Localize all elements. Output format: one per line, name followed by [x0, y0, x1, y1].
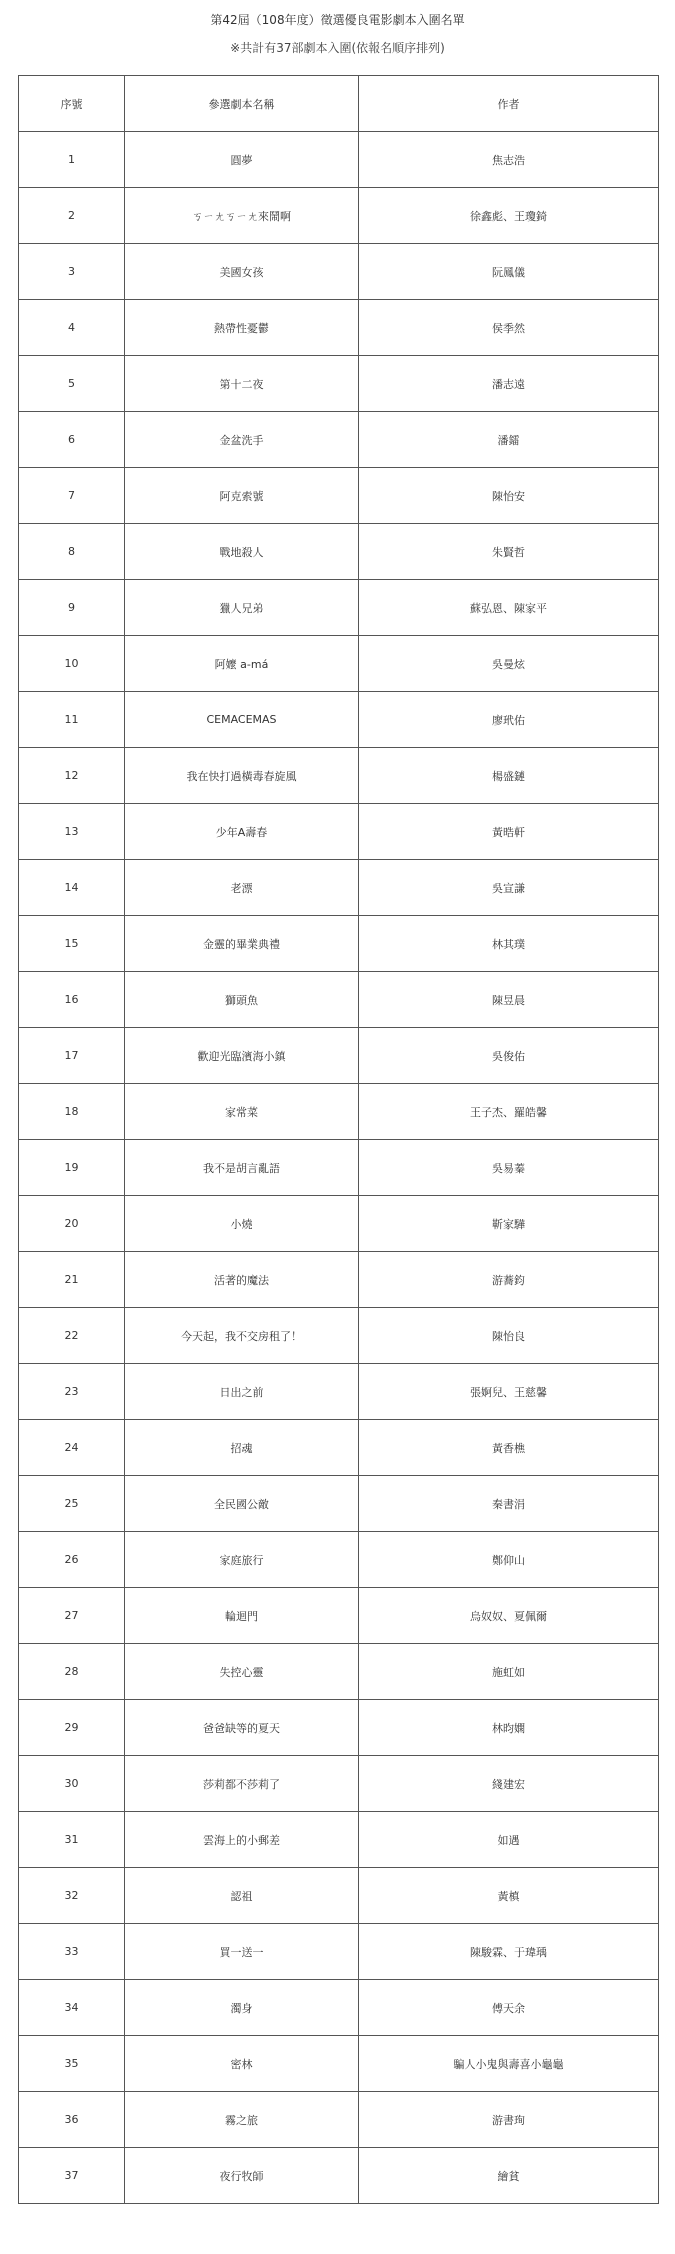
table-header-row [19, 76, 659, 132]
cell-number: 34 [19, 1980, 125, 2036]
nominees-table [18, 75, 659, 2204]
cell-author: 如遇 [359, 1812, 659, 1868]
cell-author: 蘇弘恩、陳家平 [359, 580, 659, 636]
cell-author: 游書珣 [359, 2092, 659, 2148]
cell-number: 11 [19, 692, 125, 748]
cell-number: 29 [19, 1700, 125, 1756]
table-row [19, 2148, 659, 2204]
cell-script-name: 少年A壽春 [125, 804, 359, 860]
cell-author: 楊盛鏈 [359, 748, 659, 804]
table-row [19, 188, 659, 244]
cell-number: 15 [19, 916, 125, 972]
table-row [19, 356, 659, 412]
cell-number: 16 [19, 972, 125, 1028]
cell-number: 30 [19, 1756, 125, 1812]
table-row [19, 804, 659, 860]
cell-author: 徐鑫彪、王瓊錡 [359, 188, 659, 244]
cell-number: 23 [19, 1364, 125, 1420]
header-number: 序號 [19, 76, 125, 132]
cell-script-name: 老漂 [125, 860, 359, 916]
cell-author: 王子杰、羅皓馨 [359, 1084, 659, 1140]
cell-author: 廖玳佑 [359, 692, 659, 748]
cell-author: 潘鐳 [359, 412, 659, 468]
table-row [19, 1756, 659, 1812]
table-row [19, 468, 659, 524]
cell-script-name: 爸爸缺等的夏天 [125, 1700, 359, 1756]
table-row [19, 1812, 659, 1868]
cell-number: 4 [19, 300, 125, 356]
cell-script-name: 活著的魔法 [125, 1252, 359, 1308]
cell-number: 21 [19, 1252, 125, 1308]
cell-author: 林其璞 [359, 916, 659, 972]
cell-script-name: 輪迴門 [125, 1588, 359, 1644]
cell-script-name: 阿克索號 [125, 468, 359, 524]
table-row [19, 1252, 659, 1308]
table-row [19, 972, 659, 1028]
cell-author: 朱賢哲 [359, 524, 659, 580]
cell-number: 27 [19, 1588, 125, 1644]
cell-number: 36 [19, 2092, 125, 2148]
cell-number: 19 [19, 1140, 125, 1196]
cell-script-name: 戰地殺人 [125, 524, 359, 580]
table-row [19, 524, 659, 580]
cell-script-name: 金盆洗手 [125, 412, 359, 468]
cell-script-name: 夜行牧師 [125, 2148, 359, 2204]
cell-script-name: 美國女孩 [125, 244, 359, 300]
cell-number: 6 [19, 412, 125, 468]
cell-script-name: 第十二夜 [125, 356, 359, 412]
cell-script-name: 圓夢 [125, 132, 359, 188]
cell-script-name: 熱帶性憂鬱 [125, 300, 359, 356]
table-row [19, 132, 659, 188]
cell-author: 焦志浩 [359, 132, 659, 188]
table-row [19, 1700, 659, 1756]
table-row [19, 244, 659, 300]
table-row [19, 1924, 659, 1980]
cell-script-name: 歡迎光臨濱海小鎮 [125, 1028, 359, 1084]
cell-author: 陳昱晨 [359, 972, 659, 1028]
cell-author: 游蕎鈞 [359, 1252, 659, 1308]
cell-script-name: 密林 [125, 2036, 359, 2092]
cell-number: 8 [19, 524, 125, 580]
table-row [19, 748, 659, 804]
cell-author: 施虹如 [359, 1644, 659, 1700]
table-row [19, 636, 659, 692]
cell-number: 12 [19, 748, 125, 804]
cell-number: 10 [19, 636, 125, 692]
cell-number: 26 [19, 1532, 125, 1588]
cell-number: 3 [19, 244, 125, 300]
cell-script-name: 失控心靈 [125, 1644, 359, 1700]
cell-script-name: 家庭旅行 [125, 1532, 359, 1588]
cell-author: 阮鳳儀 [359, 244, 659, 300]
cell-author: 烏奴奴、夏佩爾 [359, 1588, 659, 1644]
cell-number: 2 [19, 188, 125, 244]
header-author: 作者 [359, 76, 659, 132]
cell-author: 秦書涓 [359, 1476, 659, 1532]
cell-script-name: 認祖 [125, 1868, 359, 1924]
cell-author: 陳怡良 [359, 1308, 659, 1364]
cell-number: 31 [19, 1812, 125, 1868]
cell-author: 靳家驊 [359, 1196, 659, 1252]
cell-author: 黃槙 [359, 1868, 659, 1924]
page-title: 第42屆（108年度）徵選優良電影劇本入圍名單 [210, 13, 465, 27]
cell-script-name: 家常菜 [125, 1084, 359, 1140]
cell-author: 吳宣謙 [359, 860, 659, 916]
cell-author: 鄭仰山 [359, 1532, 659, 1588]
cell-author: 侯季然 [359, 300, 659, 356]
cell-script-name: 今天起，我不交房租了！ [125, 1308, 359, 1364]
cell-script-name: 獅頭魚 [125, 972, 359, 1028]
cell-script-name: 買一送一 [125, 1924, 359, 1980]
table-row [19, 1532, 659, 1588]
table-row [19, 1644, 659, 1700]
cell-author: 潘志遠 [359, 356, 659, 412]
cell-author: 傅天余 [359, 1980, 659, 2036]
table-row [19, 300, 659, 356]
cell-script-name: 金靈的畢業典禮 [125, 916, 359, 972]
cell-author: 吳易蓁 [359, 1140, 659, 1196]
cell-number: 32 [19, 1868, 125, 1924]
cell-script-name: 莎莉都不莎莉了 [125, 1756, 359, 1812]
cell-number: 28 [19, 1644, 125, 1700]
cell-number: 22 [19, 1308, 125, 1364]
table-row [19, 916, 659, 972]
cell-number: 37 [19, 2148, 125, 2204]
cell-number: 13 [19, 804, 125, 860]
cell-number: 20 [19, 1196, 125, 1252]
cell-number: 17 [19, 1028, 125, 1084]
table-row [19, 1084, 659, 1140]
table-row [19, 1588, 659, 1644]
cell-number: 18 [19, 1084, 125, 1140]
table-row [19, 1420, 659, 1476]
cell-script-name: 我在快打過橫毒春旋風 [125, 748, 359, 804]
table-row [19, 1196, 659, 1252]
cell-number: 5 [19, 356, 125, 412]
cell-script-name: 阿嬤 a-má [125, 636, 359, 692]
cell-author: 騙人小鬼與壽喜小龜龜 [359, 2036, 659, 2092]
table-row [19, 1364, 659, 1420]
cell-author: 張婀兒、王慈馨 [359, 1364, 659, 1420]
cell-script-name: ㄎㄧㄤㄎㄧㄤ來鬧啊 [125, 188, 359, 244]
table-row [19, 1308, 659, 1364]
table-row [19, 1868, 659, 1924]
cell-number: 1 [19, 132, 125, 188]
cell-author: 陳駿霖、于瑋瑀 [359, 1924, 659, 1980]
page-subtitle: ※共計有37部劇本入圍(依報名順序排列) [230, 41, 445, 55]
cell-script-name: 濁身 [125, 1980, 359, 2036]
table-row [19, 860, 659, 916]
cell-script-name: 日出之前 [125, 1364, 359, 1420]
cell-script-name: 雲海上的小郵差 [125, 1812, 359, 1868]
cell-number: 35 [19, 2036, 125, 2092]
table-row [19, 1028, 659, 1084]
cell-script-name: 獵人兄弟 [125, 580, 359, 636]
cell-author: 吳俊佑 [359, 1028, 659, 1084]
cell-author: 陳怡安 [359, 468, 659, 524]
cell-author: 繪貧 [359, 2148, 659, 2204]
cell-script-name: 全民國公敵 [125, 1476, 359, 1532]
cell-number: 25 [19, 1476, 125, 1532]
cell-script-name: CEMACEMAS [125, 692, 359, 748]
cell-author: 黃晧軒 [359, 804, 659, 860]
table-body [19, 132, 659, 2204]
cell-author: 黃香樵 [359, 1420, 659, 1476]
table-row [19, 580, 659, 636]
cell-script-name: 我不是胡言亂語 [125, 1140, 359, 1196]
table-row [19, 2092, 659, 2148]
table-row [19, 2036, 659, 2092]
table-row [19, 1140, 659, 1196]
cell-author: 綫建宏 [359, 1756, 659, 1812]
table-row [19, 412, 659, 468]
cell-number: 7 [19, 468, 125, 524]
cell-number: 24 [19, 1420, 125, 1476]
cell-script-name: 小燒 [125, 1196, 359, 1252]
cell-script-name: 霧之旅 [125, 2092, 359, 2148]
cell-author: 吳曼炫 [359, 636, 659, 692]
header-script-name: 參選劇本名稱 [125, 76, 359, 132]
cell-script-name: 招魂 [125, 1420, 359, 1476]
table-row [19, 1476, 659, 1532]
table-row [19, 692, 659, 748]
cell-number: 33 [19, 1924, 125, 1980]
cell-number: 9 [19, 580, 125, 636]
cell-number: 14 [19, 860, 125, 916]
cell-author: 林昀嫻 [359, 1700, 659, 1756]
table-row [19, 1980, 659, 2036]
